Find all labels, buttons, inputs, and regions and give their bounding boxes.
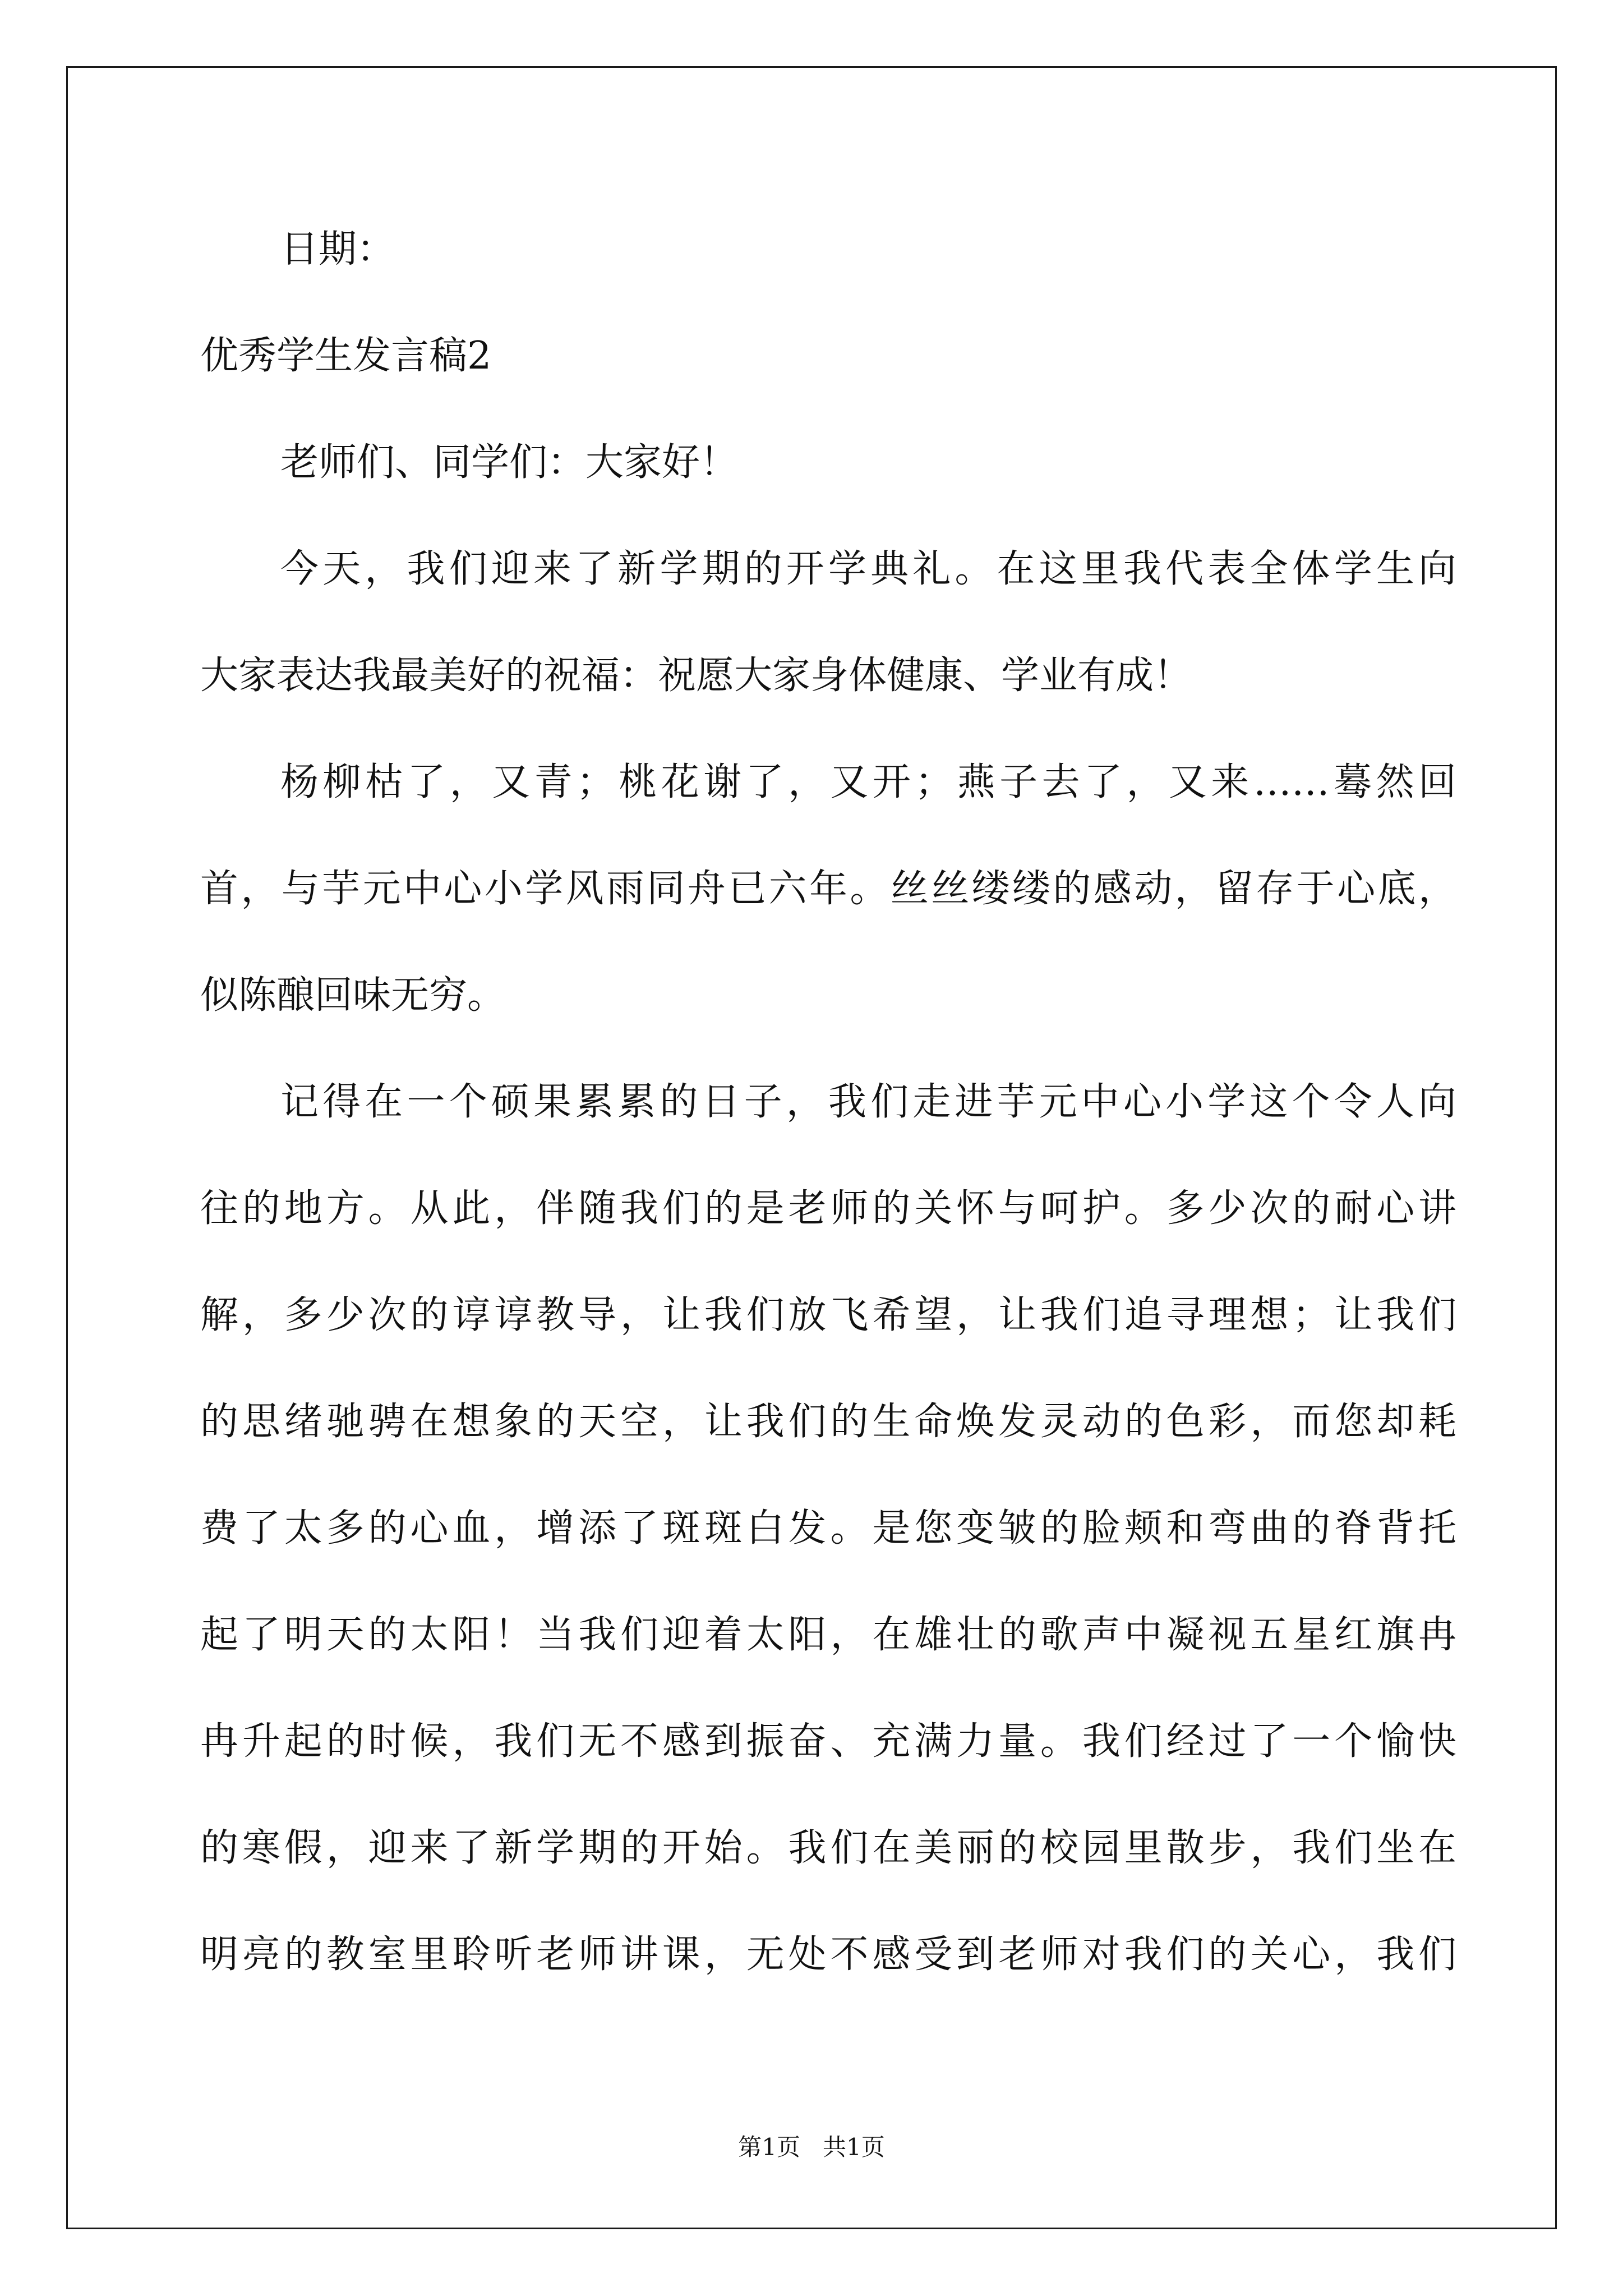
document-body — [200, 219, 1456, 2031]
paragraph-1 — [200, 539, 1456, 752]
paragraph-line: 首，与芋元中心小学风雨同舟已六年。丝丝缕缕的感动，留存于心底， — [200, 867, 1456, 911]
paragraph-line: 的思绪驰骋在想象的天空，让我们的生命焕发灵动的色彩，而您却耗 — [200, 1400, 1456, 1444]
document-title: 优秀学生发言稿2 — [200, 334, 492, 378]
paragraph-line: 今天，我们迎来了新学期的开学典礼。在这里我代表全体学生向 — [280, 547, 1456, 591]
paragraph-line: 冉升起的时候，我们无不感到振奋、充满力量。我们经过了一个愉快 — [200, 1719, 1456, 1764]
greeting: 老师们、同学们：大家好！ — [280, 440, 739, 485]
paragraph-line: 明亮的教室里聆听老师讲课，无处不感受到老师对我们的关心，我们 — [200, 1932, 1456, 1977]
page-footer: 第1页 共1页 — [738, 2133, 885, 2161]
paragraph-line: 费了太多的心血，增添了斑斑白发。是您变皱的脸颊和弯曲的脊背托 — [200, 1506, 1456, 1550]
paragraph-line: 大家表达我最美好的祝福：祝愿大家身体健康、学业有成！ — [200, 654, 1192, 698]
paragraph-line: 解，多少次的谆谆教导，让我们放飞希望，让我们追寻理想；让我们 — [200, 1293, 1456, 1337]
paragraph-line: 的寒假，迎来了新学期的开始。我们在美丽的校园里散步，我们坐在 — [200, 1826, 1456, 1870]
paragraph-line: 似陈酿回味无穷。 — [200, 973, 506, 1018]
paragraph-line: 杨柳枯了，又青；桃花谢了，又开；燕子去了，又来……蓦然回 — [280, 760, 1456, 804]
paragraph-line: 记得在一个硕果累累的日子，我们走进芋元中心小学这个令人向 — [280, 1080, 1456, 1124]
paragraph-3 — [200, 1071, 1456, 2031]
paragraph-line: 往的地方。从此，伴随我们的是老师的关怀与呵护。多少次的耐心讲 — [200, 1186, 1456, 1231]
paragraph-2 — [200, 752, 1456, 1071]
date-label: 日期： — [280, 227, 395, 272]
paragraph-line: 起了明天的太阳！当我们迎着太阳，在雄壮的歌声中凝视五星红旗冉 — [200, 1613, 1456, 1657]
